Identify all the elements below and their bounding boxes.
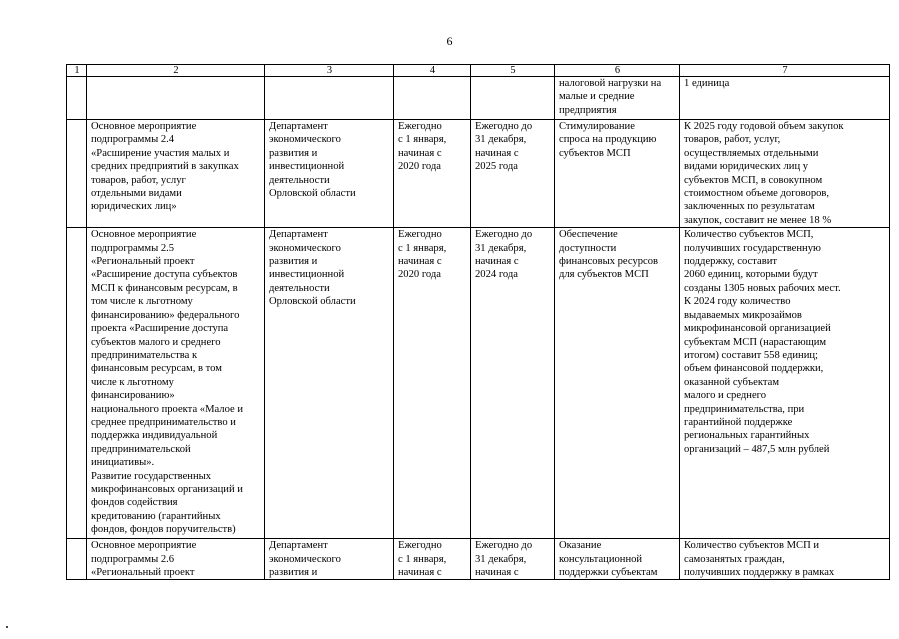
- column-header: 2: [87, 65, 265, 77]
- table-cell-end: Ежегодно до 31 декабря, начиная с: [471, 539, 555, 580]
- column-header: 7: [680, 65, 890, 77]
- table-cell-goal: Обеспечение доступности финансовых ресурсов для субъектов МСП: [555, 228, 680, 539]
- table-cell-measure: Основное мероприятие подпрограммы 2.4 «Расширение участия малых и средних предприятий в закупках товаров, работ, услуг отдельными видами юридических лиц»: [87, 120, 265, 228]
- table-cell-goal: Стимулирование спроса на продукцию субъектов МСП: [555, 120, 680, 228]
- column-header: 1: [67, 65, 87, 77]
- table-cell-result: Количество субъектов МСП и самозанятых граждан, получивших поддержку в рамках: [680, 539, 890, 580]
- table-cell-executor: Департамент экономического развития и инвестиционной деятельности Орловской области: [265, 120, 394, 228]
- page-number: 6: [446, 34, 453, 48]
- table-cell-end: Ежегодно до 31 декабря, начиная с 2025 года: [471, 120, 555, 228]
- table-row: [67, 539, 890, 580]
- table-row: [67, 77, 890, 120]
- table-cell-result: 1 единица: [680, 77, 890, 120]
- table-cell-start: Ежегодно с 1 января, начиная с 2020 года: [394, 228, 471, 539]
- table-header-row: [67, 65, 890, 77]
- measures-table: [66, 64, 890, 580]
- column-header: 3: [265, 65, 394, 77]
- table-row: [67, 120, 890, 228]
- table-cell-executor: [265, 77, 394, 120]
- table-cell-executor: Департамент экономического развития и инвестиционной деятельности Орловской области: [265, 228, 394, 539]
- table-cell-number: [67, 120, 87, 228]
- table-cell-result: Количество субъектов МСП, получивших государственную поддержку, составит 2060 единиц, которыми будут созданы 1305 новых рабочих мест. К 2024 году количество выдаваемых микрозаймов микрофинансовой организацией субъектам МСП (нарастающим итогом) составит 558 единиц; объем финансовой поддержки, оказанной субъектам малого и среднего предпринимательства, при гарантийной поддержке региональных гарантийных организаций – 487,5 млн рублей: [680, 228, 890, 539]
- table-cell-start: Ежегодно с 1 января, начиная с: [394, 539, 471, 580]
- table-cell-end: Ежегодно до 31 декабря, начиная с 2024 года: [471, 228, 555, 539]
- table-cell-goal: Оказание консультационной поддержки субъектам: [555, 539, 680, 580]
- table-cell-start: [394, 77, 471, 120]
- scan-speck: [6, 626, 8, 628]
- table-cell-measure: [87, 77, 265, 120]
- table-row: [67, 228, 890, 539]
- column-header: 5: [471, 65, 555, 77]
- table-cell-number: [67, 228, 87, 539]
- table-cell-executor: Департамент экономического развития и: [265, 539, 394, 580]
- column-header: 4: [394, 65, 471, 77]
- table-cell-end: [471, 77, 555, 120]
- table-cell-number: [67, 77, 87, 120]
- table-cell-measure: Основное мероприятие подпрограммы 2.5 «Региональный проект «Расширение доступа субъектов МСП к финансовым ресурсам, в том числе к льготному финансированию» федерального проекта «Расширение доступа субъектов малого и среднего предпринимательства к финансовым ресурсам, в том числе к льготному финансированию» национального проекта «Малое и среднее предпринимательство и поддержка индивидуальной предпринимательской инициативы». Развитие государственных микрофинансовых организаций и фондов содействия кредитованию (гарантийных фондов, фондов поручительств): [87, 228, 265, 539]
- table-cell-result: К 2025 году годовой объем закупок товаров, работ, услуг, осуществляемых отдельными видами юридических лиц у субъектов МСП, в совокупном стоимостном объеме договоров, заключенных по результатам закупок, составит не менее 18 %: [680, 120, 890, 228]
- table-cell-goal: налоговой нагрузки на малые и средние предприятия: [555, 77, 680, 120]
- table-cell-start: Ежегодно с 1 января, начиная с 2020 года: [394, 120, 471, 228]
- table-cell-number: [67, 539, 87, 580]
- column-header: 6: [555, 65, 680, 77]
- table-cell-measure: Основное мероприятие подпрограммы 2.6 «Региональный проект: [87, 539, 265, 580]
